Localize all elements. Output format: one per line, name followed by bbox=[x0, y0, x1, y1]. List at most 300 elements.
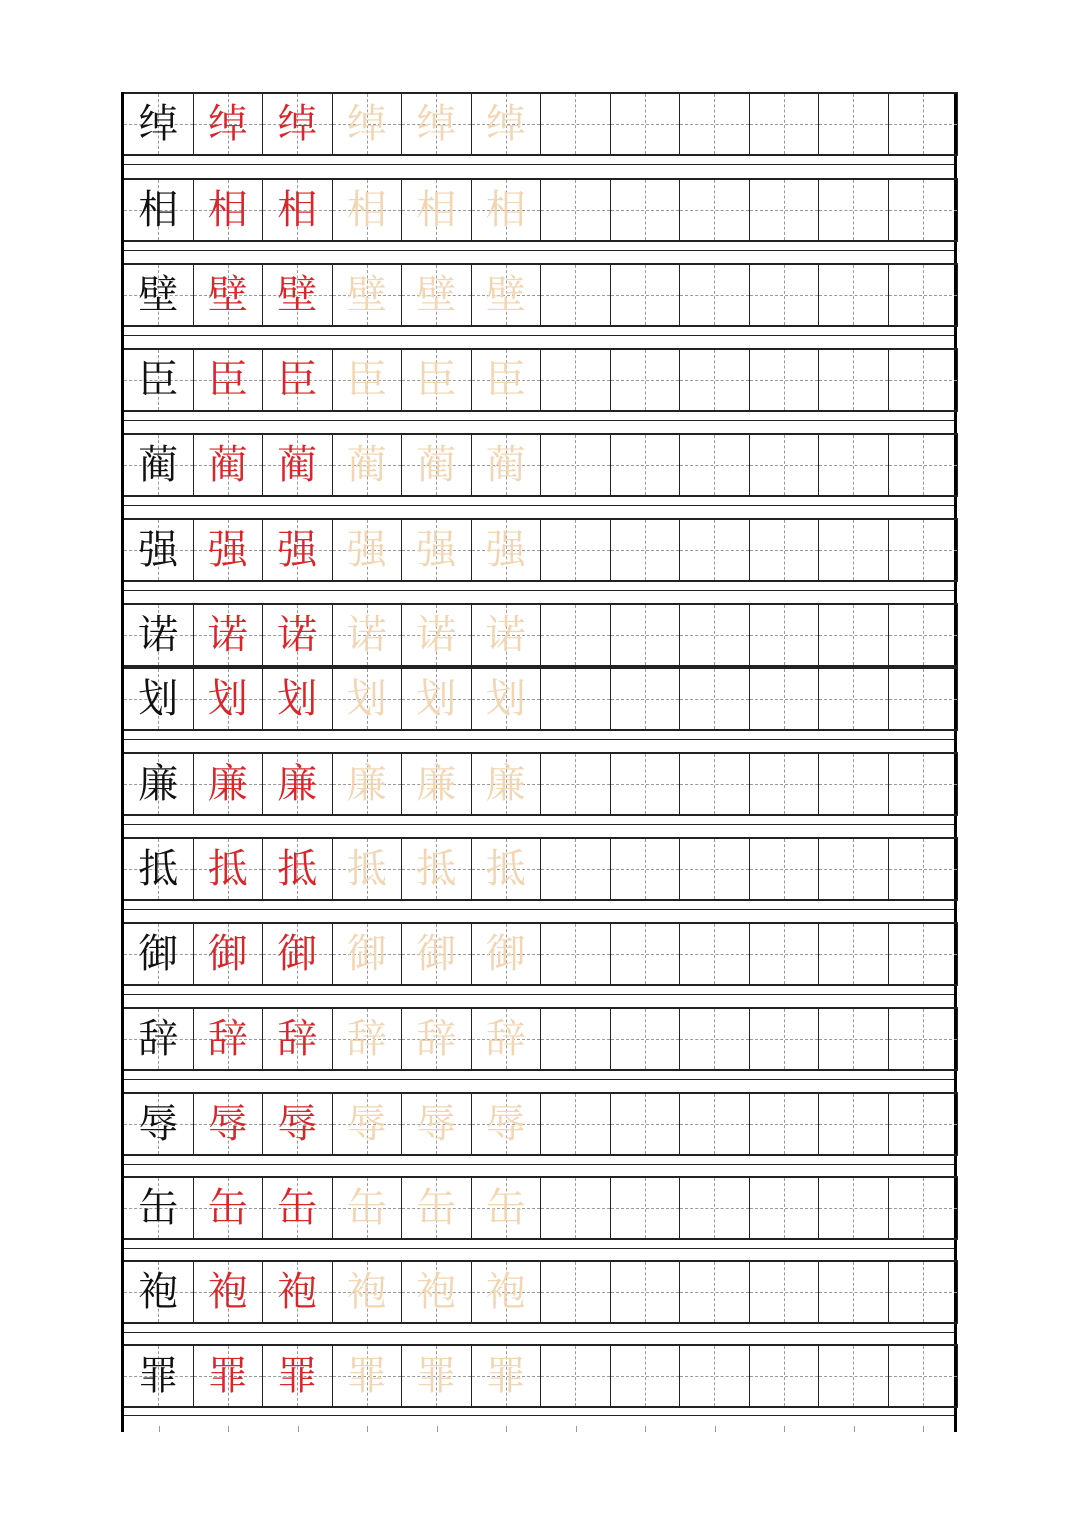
model-cell bbox=[124, 1344, 194, 1408]
writing-cell[interactable] bbox=[819, 1260, 889, 1324]
writing-cell[interactable] bbox=[680, 518, 750, 582]
writing-cell[interactable] bbox=[611, 837, 681, 901]
writing-cell[interactable] bbox=[889, 1092, 959, 1156]
trace-character: 绰 bbox=[416, 101, 457, 147]
red-character: 臣 bbox=[277, 357, 318, 403]
practice-row bbox=[124, 1092, 954, 1156]
trace-character: 辞 bbox=[346, 1016, 387, 1062]
model-cell bbox=[124, 667, 194, 731]
writing-cell[interactable] bbox=[611, 752, 681, 816]
writing-cell[interactable] bbox=[819, 667, 889, 731]
practice-row bbox=[124, 1344, 954, 1408]
row-separator bbox=[124, 994, 954, 995]
red-cell bbox=[194, 1007, 264, 1071]
trace-cell bbox=[472, 1176, 542, 1240]
trace-cell bbox=[472, 603, 542, 667]
trace-character: 辞 bbox=[485, 1016, 526, 1062]
guide-tick bbox=[228, 1426, 229, 1432]
writing-cell[interactable] bbox=[889, 1260, 959, 1324]
trace-character: 划 bbox=[485, 676, 526, 722]
trace-cell bbox=[333, 178, 403, 242]
red-cell bbox=[194, 348, 264, 412]
trace-cell bbox=[472, 922, 542, 986]
partial-row bbox=[124, 1415, 954, 1433]
writing-cell[interactable] bbox=[750, 518, 820, 582]
writing-cell[interactable] bbox=[680, 603, 750, 667]
trace-character: 强 bbox=[485, 527, 526, 573]
trace-cell bbox=[333, 1092, 403, 1156]
red-character: 辱 bbox=[277, 1101, 318, 1147]
model-character: 缶 bbox=[138, 1185, 179, 1231]
red-character: 强 bbox=[277, 527, 318, 573]
writing-cell[interactable] bbox=[819, 837, 889, 901]
trace-cell bbox=[472, 1092, 542, 1156]
red-character: 缶 bbox=[277, 1185, 318, 1231]
red-cell bbox=[194, 667, 264, 731]
trace-character: 缶 bbox=[416, 1185, 457, 1231]
writing-cell[interactable] bbox=[541, 92, 611, 156]
model-character: 绰 bbox=[138, 101, 179, 147]
writing-cell[interactable] bbox=[680, 1007, 750, 1071]
writing-cell[interactable] bbox=[611, 1007, 681, 1071]
trace-character: 臣 bbox=[346, 357, 387, 403]
guide-tick bbox=[506, 1426, 507, 1432]
guide-tick bbox=[854, 1426, 855, 1432]
practice-row bbox=[124, 1176, 954, 1240]
model-character: 蔺 bbox=[138, 442, 179, 488]
practice-row bbox=[124, 837, 954, 901]
model-cell bbox=[124, 518, 194, 582]
writing-cell[interactable] bbox=[611, 518, 681, 582]
writing-cell[interactable] bbox=[680, 433, 750, 497]
trace-cell bbox=[402, 1007, 472, 1071]
writing-cell[interactable] bbox=[750, 263, 820, 327]
trace-character: 壁 bbox=[485, 272, 526, 318]
writing-cell[interactable] bbox=[819, 348, 889, 412]
red-character: 蔺 bbox=[207, 442, 248, 488]
writing-cell[interactable] bbox=[541, 1176, 611, 1240]
writing-cell[interactable] bbox=[889, 433, 959, 497]
writing-cell[interactable] bbox=[611, 1176, 681, 1240]
red-character: 辞 bbox=[207, 1016, 248, 1062]
practice-row bbox=[124, 518, 954, 582]
trace-cell bbox=[472, 837, 542, 901]
writing-cell[interactable] bbox=[611, 603, 681, 667]
writing-cell[interactable] bbox=[541, 178, 611, 242]
red-cell bbox=[263, 178, 333, 242]
red-character: 抵 bbox=[277, 846, 318, 892]
guide-tick bbox=[715, 1426, 716, 1432]
red-cell bbox=[194, 178, 264, 242]
writing-cell[interactable] bbox=[750, 1344, 820, 1408]
row-separator bbox=[124, 909, 954, 910]
red-cell bbox=[263, 752, 333, 816]
writing-cell[interactable] bbox=[611, 922, 681, 986]
trace-character: 抵 bbox=[416, 846, 457, 892]
guide-tick bbox=[923, 1426, 924, 1432]
trace-character: 缶 bbox=[346, 1185, 387, 1231]
trace-character: 罪 bbox=[346, 1353, 387, 1399]
trace-character: 辱 bbox=[346, 1101, 387, 1147]
model-cell bbox=[124, 922, 194, 986]
red-cell bbox=[263, 263, 333, 327]
writing-cell[interactable] bbox=[680, 348, 750, 412]
trace-cell bbox=[472, 1260, 542, 1324]
trace-character: 诺 bbox=[485, 612, 526, 658]
trace-cell bbox=[402, 1344, 472, 1408]
trace-cell bbox=[402, 603, 472, 667]
practice-row bbox=[124, 263, 954, 327]
row-separator bbox=[124, 505, 954, 506]
trace-character: 御 bbox=[416, 931, 457, 977]
guide-tick bbox=[645, 1426, 646, 1432]
trace-cell bbox=[333, 1007, 403, 1071]
model-cell bbox=[124, 263, 194, 327]
model-cell bbox=[124, 178, 194, 242]
writing-cell[interactable] bbox=[680, 1176, 750, 1240]
trace-character: 强 bbox=[416, 527, 457, 573]
writing-cell[interactable] bbox=[889, 837, 959, 901]
writing-cell[interactable] bbox=[611, 433, 681, 497]
writing-cell[interactable] bbox=[819, 263, 889, 327]
writing-cell[interactable] bbox=[541, 837, 611, 901]
red-character: 诺 bbox=[277, 612, 318, 658]
model-character: 臣 bbox=[138, 357, 179, 403]
red-cell bbox=[194, 1092, 264, 1156]
trace-cell bbox=[402, 263, 472, 327]
writing-cell[interactable] bbox=[680, 1092, 750, 1156]
red-character: 缶 bbox=[207, 1185, 248, 1231]
trace-character: 臣 bbox=[485, 357, 526, 403]
trace-character: 绰 bbox=[346, 101, 387, 147]
row-separator bbox=[124, 164, 954, 165]
model-character: 强 bbox=[138, 527, 179, 573]
trace-cell bbox=[402, 1260, 472, 1324]
writing-cell[interactable] bbox=[750, 1007, 820, 1071]
writing-cell[interactable] bbox=[889, 1344, 959, 1408]
writing-cell[interactable] bbox=[680, 837, 750, 901]
red-cell bbox=[263, 92, 333, 156]
red-character: 辞 bbox=[277, 1016, 318, 1062]
trace-cell bbox=[333, 1260, 403, 1324]
trace-cell bbox=[333, 263, 403, 327]
trace-character: 划 bbox=[346, 676, 387, 722]
model-character: 辱 bbox=[138, 1101, 179, 1147]
red-cell bbox=[263, 433, 333, 497]
writing-cell[interactable] bbox=[611, 1344, 681, 1408]
writing-cell[interactable] bbox=[819, 1092, 889, 1156]
writing-cell[interactable] bbox=[750, 178, 820, 242]
writing-cell[interactable] bbox=[889, 348, 959, 412]
writing-cell[interactable] bbox=[750, 92, 820, 156]
trace-character: 强 bbox=[346, 527, 387, 573]
writing-cell[interactable] bbox=[541, 922, 611, 986]
trace-cell bbox=[402, 178, 472, 242]
writing-cell[interactable] bbox=[680, 1260, 750, 1324]
model-character: 相 bbox=[138, 187, 179, 233]
writing-cell[interactable] bbox=[541, 752, 611, 816]
trace-character: 绰 bbox=[485, 101, 526, 147]
model-cell bbox=[124, 1007, 194, 1071]
practice-sheet bbox=[121, 92, 957, 1432]
writing-cell[interactable] bbox=[541, 263, 611, 327]
red-cell bbox=[194, 837, 264, 901]
writing-cell[interactable] bbox=[819, 1007, 889, 1071]
trace-character: 廉 bbox=[485, 761, 526, 807]
red-character: 廉 bbox=[277, 761, 318, 807]
trace-cell bbox=[402, 518, 472, 582]
writing-cell[interactable] bbox=[889, 603, 959, 667]
practice-row bbox=[124, 922, 954, 986]
red-character: 划 bbox=[207, 676, 248, 722]
trace-character: 蔺 bbox=[346, 442, 387, 488]
guide-tick bbox=[298, 1426, 299, 1432]
writing-cell[interactable] bbox=[819, 922, 889, 986]
writing-cell[interactable] bbox=[750, 433, 820, 497]
trace-cell bbox=[472, 518, 542, 582]
model-character: 袍 bbox=[138, 1269, 179, 1315]
red-character: 强 bbox=[207, 527, 248, 573]
practice-row bbox=[124, 433, 954, 497]
writing-cell[interactable] bbox=[750, 667, 820, 731]
writing-cell[interactable] bbox=[750, 1092, 820, 1156]
writing-cell[interactable] bbox=[889, 518, 959, 582]
writing-cell[interactable] bbox=[611, 1092, 681, 1156]
trace-cell bbox=[472, 178, 542, 242]
writing-cell[interactable] bbox=[889, 922, 959, 986]
red-cell bbox=[263, 922, 333, 986]
red-character: 相 bbox=[277, 187, 318, 233]
writing-cell[interactable] bbox=[750, 752, 820, 816]
red-cell bbox=[263, 667, 333, 731]
writing-cell[interactable] bbox=[680, 178, 750, 242]
row-separator bbox=[124, 420, 954, 421]
writing-cell[interactable] bbox=[541, 518, 611, 582]
writing-cell[interactable] bbox=[819, 603, 889, 667]
writing-cell[interactable] bbox=[611, 92, 681, 156]
trace-cell bbox=[333, 922, 403, 986]
red-character: 辱 bbox=[207, 1101, 248, 1147]
model-cell bbox=[124, 92, 194, 156]
writing-cell[interactable] bbox=[750, 1176, 820, 1240]
writing-cell[interactable] bbox=[541, 433, 611, 497]
writing-cell[interactable] bbox=[541, 667, 611, 731]
writing-cell[interactable] bbox=[541, 1260, 611, 1324]
red-cell bbox=[263, 1344, 333, 1408]
writing-cell[interactable] bbox=[819, 752, 889, 816]
practice-row bbox=[124, 1260, 954, 1324]
trace-character: 袍 bbox=[485, 1269, 526, 1315]
writing-cell[interactable] bbox=[889, 178, 959, 242]
writing-cell[interactable] bbox=[819, 1344, 889, 1408]
writing-cell[interactable] bbox=[611, 263, 681, 327]
writing-cell[interactable] bbox=[541, 348, 611, 412]
red-character: 罪 bbox=[207, 1353, 248, 1399]
guide-tick bbox=[159, 1426, 160, 1432]
model-cell bbox=[124, 752, 194, 816]
writing-cell[interactable] bbox=[541, 603, 611, 667]
red-cell bbox=[263, 837, 333, 901]
writing-cell[interactable] bbox=[611, 667, 681, 731]
trace-cell bbox=[333, 603, 403, 667]
row-separator bbox=[124, 590, 954, 591]
red-cell bbox=[263, 518, 333, 582]
red-character: 罪 bbox=[277, 1353, 318, 1399]
trace-cell bbox=[402, 433, 472, 497]
trace-cell bbox=[472, 1344, 542, 1408]
practice-row bbox=[124, 348, 954, 412]
practice-row bbox=[124, 603, 954, 667]
trace-character: 诺 bbox=[346, 612, 387, 658]
writing-cell[interactable] bbox=[680, 92, 750, 156]
trace-cell bbox=[333, 433, 403, 497]
writing-cell[interactable] bbox=[611, 348, 681, 412]
writing-cell[interactable] bbox=[680, 752, 750, 816]
trace-character: 御 bbox=[485, 931, 526, 977]
red-cell bbox=[194, 518, 264, 582]
trace-character: 壁 bbox=[416, 272, 457, 318]
red-cell bbox=[194, 922, 264, 986]
trace-cell bbox=[402, 752, 472, 816]
red-character: 划 bbox=[277, 676, 318, 722]
model-character: 划 bbox=[138, 676, 179, 722]
row-separator bbox=[124, 739, 954, 740]
model-cell bbox=[124, 837, 194, 901]
writing-cell[interactable] bbox=[680, 922, 750, 986]
writing-cell[interactable] bbox=[889, 752, 959, 816]
writing-cell[interactable] bbox=[541, 1344, 611, 1408]
trace-character: 划 bbox=[416, 676, 457, 722]
trace-cell bbox=[333, 348, 403, 412]
red-character: 诺 bbox=[207, 612, 248, 658]
red-character: 绰 bbox=[207, 101, 248, 147]
writing-cell[interactable] bbox=[819, 1176, 889, 1240]
trace-cell bbox=[333, 1344, 403, 1408]
writing-cell[interactable] bbox=[680, 667, 750, 731]
red-cell bbox=[194, 92, 264, 156]
trace-cell bbox=[333, 518, 403, 582]
writing-cell[interactable] bbox=[750, 837, 820, 901]
trace-character: 袍 bbox=[346, 1269, 387, 1315]
trace-cell bbox=[472, 92, 542, 156]
red-cell bbox=[263, 1176, 333, 1240]
model-character: 抵 bbox=[138, 846, 179, 892]
row-separator bbox=[124, 1248, 954, 1249]
trace-character: 廉 bbox=[416, 761, 457, 807]
red-character: 绰 bbox=[277, 101, 318, 147]
trace-character: 抵 bbox=[485, 846, 526, 892]
writing-cell[interactable] bbox=[889, 263, 959, 327]
trace-cell bbox=[402, 348, 472, 412]
writing-cell[interactable] bbox=[819, 518, 889, 582]
guide-tick bbox=[437, 1426, 438, 1432]
trace-cell bbox=[402, 837, 472, 901]
writing-cell[interactable] bbox=[750, 603, 820, 667]
red-cell bbox=[263, 1092, 333, 1156]
guide-tick bbox=[367, 1426, 368, 1432]
red-cell bbox=[194, 1176, 264, 1240]
trace-cell bbox=[402, 1092, 472, 1156]
practice-row bbox=[124, 1007, 954, 1071]
practice-row bbox=[124, 92, 954, 156]
model-character: 诺 bbox=[138, 612, 179, 658]
red-cell bbox=[194, 1344, 264, 1408]
model-cell bbox=[124, 1260, 194, 1324]
writing-cell[interactable] bbox=[680, 1344, 750, 1408]
trace-character: 廉 bbox=[346, 761, 387, 807]
trace-cell bbox=[402, 667, 472, 731]
writing-cell[interactable] bbox=[611, 1260, 681, 1324]
writing-cell[interactable] bbox=[819, 92, 889, 156]
writing-cell[interactable] bbox=[889, 1007, 959, 1071]
trace-character: 壁 bbox=[346, 272, 387, 318]
red-character: 相 bbox=[207, 187, 248, 233]
red-cell bbox=[263, 348, 333, 412]
trace-character: 辱 bbox=[416, 1101, 457, 1147]
writing-cell[interactable] bbox=[819, 433, 889, 497]
trace-character: 相 bbox=[346, 187, 387, 233]
writing-cell[interactable] bbox=[750, 348, 820, 412]
model-character: 罪 bbox=[138, 1353, 179, 1399]
row-separator bbox=[124, 335, 954, 336]
model-cell bbox=[124, 603, 194, 667]
trace-character: 袍 bbox=[416, 1269, 457, 1315]
trace-character: 蔺 bbox=[416, 442, 457, 488]
trace-cell bbox=[472, 433, 542, 497]
guide-tick bbox=[576, 1426, 577, 1432]
row-separator bbox=[124, 1332, 954, 1333]
trace-cell bbox=[333, 752, 403, 816]
model-character: 廉 bbox=[138, 761, 179, 807]
row-separator bbox=[124, 824, 954, 825]
red-cell bbox=[194, 263, 264, 327]
model-cell bbox=[124, 1092, 194, 1156]
red-character: 廉 bbox=[207, 761, 248, 807]
trace-cell bbox=[402, 1176, 472, 1240]
trace-character: 缶 bbox=[485, 1185, 526, 1231]
trace-character: 辞 bbox=[416, 1016, 457, 1062]
writing-cell[interactable] bbox=[680, 263, 750, 327]
red-cell bbox=[194, 752, 264, 816]
trace-cell bbox=[472, 263, 542, 327]
trace-character: 御 bbox=[346, 931, 387, 977]
writing-cell[interactable] bbox=[750, 1260, 820, 1324]
red-cell bbox=[263, 1007, 333, 1071]
red-cell bbox=[194, 603, 264, 667]
model-cell bbox=[124, 1176, 194, 1240]
trace-cell bbox=[333, 92, 403, 156]
trace-cell bbox=[333, 1176, 403, 1240]
writing-cell[interactable] bbox=[750, 922, 820, 986]
trace-character: 诺 bbox=[416, 612, 457, 658]
writing-cell[interactable] bbox=[611, 178, 681, 242]
red-character: 御 bbox=[277, 931, 318, 977]
red-character: 抵 bbox=[207, 846, 248, 892]
trace-character: 臣 bbox=[416, 357, 457, 403]
red-character: 壁 bbox=[207, 272, 248, 318]
model-character: 御 bbox=[138, 931, 179, 977]
trace-character: 罪 bbox=[416, 1353, 457, 1399]
trace-cell bbox=[472, 667, 542, 731]
writing-cell[interactable] bbox=[889, 1176, 959, 1240]
writing-cell[interactable] bbox=[889, 92, 959, 156]
writing-cell[interactable] bbox=[819, 178, 889, 242]
trace-character: 相 bbox=[485, 187, 526, 233]
red-character: 袍 bbox=[207, 1269, 248, 1315]
writing-cell[interactable] bbox=[541, 1092, 611, 1156]
writing-cell[interactable] bbox=[541, 1007, 611, 1071]
writing-cell[interactable] bbox=[889, 667, 959, 731]
